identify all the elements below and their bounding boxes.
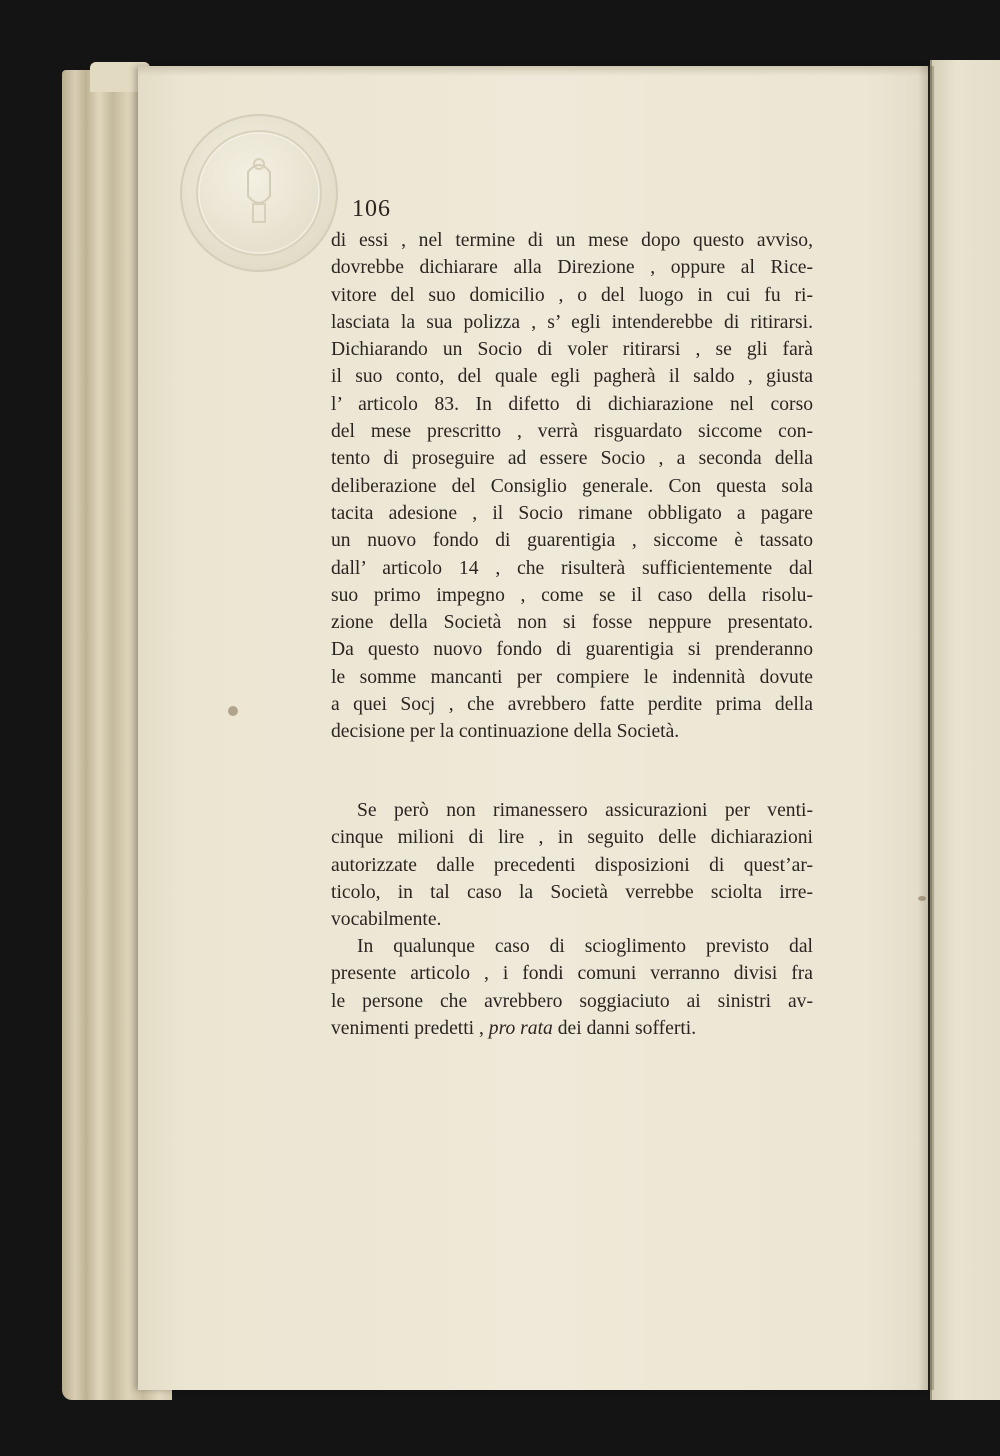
text-line: zione della Società non si fosse neppure presentato.: [331, 612, 813, 634]
text-run: venimenti predetti ,: [331, 1017, 489, 1039]
text-line: del mese prescritto , verrà risguardato siccome con-: [331, 421, 813, 443]
text-line: tento di proseguire ad essere Socio , a seconda della: [331, 448, 813, 470]
text-line: lasciata la sua polizza , s’ egli intenderebbe di ritirarsi.: [331, 311, 813, 333]
text-line: presente articolo , i fondi comuni verranno divisi fra: [331, 963, 813, 985]
text-line: deliberazione del Consiglio generale. Con questa sola: [331, 475, 813, 497]
paper-stain: [228, 706, 238, 716]
page-top-shadow: [138, 66, 928, 76]
paragraph-3: [331, 933, 813, 1042]
text-run: dei danni sofferti.: [552, 1017, 697, 1039]
text-line: In qualunque caso di scioglimento previsto dal: [357, 936, 813, 957]
text-line: suo primo impegno , come se il caso della risolu-: [331, 584, 813, 606]
page-number: 106: [352, 196, 391, 222]
text-line: Dichiarando un Socio di voler ritirarsi , se gli farà: [331, 339, 813, 361]
page-gutter: [918, 66, 934, 1390]
text-line: ticolo, in tal caso la Società verrebbe sciolta irre-: [331, 881, 813, 903]
text-line: vocabilmente.: [331, 909, 442, 931]
text-line: cinque milioni di lire , in seguito delle dichiarazioni: [331, 827, 813, 849]
text-line: l’ articolo 83. In difetto di dichiarazione nel corso: [331, 393, 813, 415]
italic-phrase: pro rata: [488, 1017, 553, 1039]
embossed-seal: [178, 112, 340, 274]
text-line: un nuovo fondo di guarentigia , siccome è tassato: [331, 530, 813, 552]
text-line: decisione per la continuazione della Società.: [331, 721, 680, 743]
text-line: Se però non rimanessero assicurazioni per venti-: [357, 800, 813, 821]
text-line: le persone che avrebbero soggiaciuto ai sinistri av-: [331, 990, 813, 1012]
text-line: vitore del suo domicilio , o del luogo in cui fu ri-: [331, 284, 813, 306]
text-line: autorizzate dalle precedenti disposizioni di quest’ar-: [331, 854, 813, 876]
paper-stain: [918, 896, 926, 901]
paragraph-1: [331, 227, 813, 746]
text-line: il suo conto, del quale egli pagherà il saldo , giusta: [331, 366, 813, 388]
text-line: [331, 1015, 813, 1042]
paragraph-2: [331, 797, 813, 933]
text-line: di essi , nel termine di un mese dopo questo avviso,: [331, 230, 813, 251]
text-line: dall’ articolo 14 , che risulterà sufficientemente dal: [331, 557, 813, 579]
text-line: tacita adesione , il Socio rimane obbligato a pagare: [331, 502, 813, 524]
text-line: a quei Socj , che avrebbero fatte perdite prima della: [331, 694, 813, 716]
text-line: le somme mancanti per compiere le indennità dovute: [331, 666, 813, 688]
text-line: Da questo nuovo fondo di guarentigia si prenderanno: [331, 639, 813, 661]
text-line: dovrebbe dichiarare alla Direzione , oppure al Rice-: [331, 257, 813, 279]
facing-page: [930, 60, 1000, 1400]
